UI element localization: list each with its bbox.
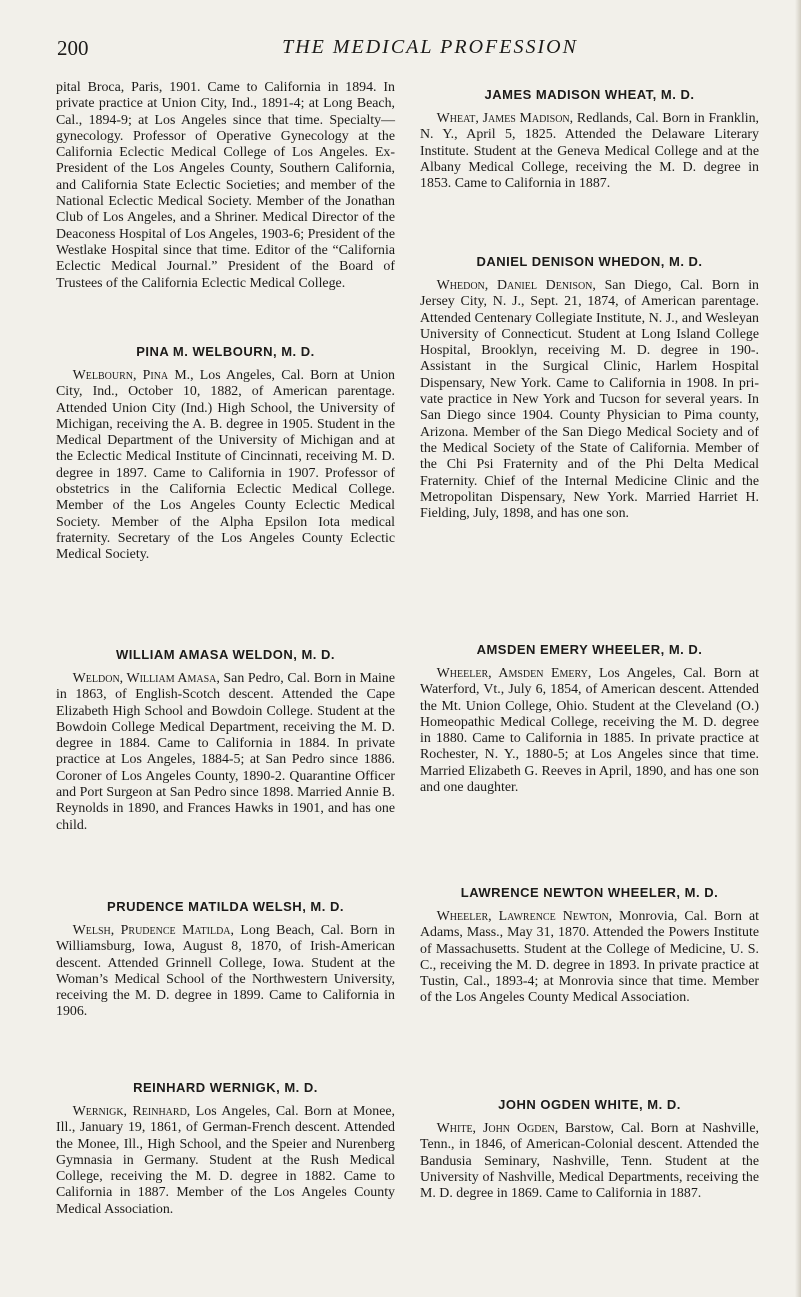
entry-text [420,1121,759,1202]
running-title: THE MEDICAL PROFESSION [282,36,578,58]
entry-lead: Welbourn, Pina M., [72,368,194,383]
entry-welbourn [56,344,395,564]
entry-heading: REINHARD WERNIGK, M. D. [133,1080,318,1095]
entry-lead: Welsh, Prudence Matilda, [72,923,234,938]
entry-text [420,909,759,1007]
entry-heading: AMSDEN EMERY WHEELER, M. D. [476,642,703,657]
continued-entry [56,80,395,292]
entry-welsh [56,899,395,1021]
page-number: 200 [57,36,89,60]
entry-heading: DANIEL DENISON WHEDON, M. D. [476,254,703,269]
entry-lead: Wheeler, Lawrence Newton, [436,909,613,924]
entry-lead: White, John Ogden, [436,1121,559,1136]
entry-lead: Weldon, William Amasa, [72,671,220,686]
entry-heading: LAWRENCE NEWTON WHEELER, M. D. [460,885,719,900]
entry-body: Barstow, Cal. Born at Nashville, Tenn., in 1846, of American-Colonial descent. Attended the Bandusia Seminary, Nashville, Tenn. Student at the University of Nashville, Medical Departments, receiving the M. D. degree in 1869. Came to California in 1887. [420,1121,759,1202]
entry-text [56,368,395,564]
entry-heading: JOHN OGDEN WHITE, M. D. [498,1097,681,1112]
entry-heading: WILLIAM AMASA WELDON, M. D. [115,647,336,662]
entry-wheeler-amsden [420,642,759,796]
entry-weldon [56,647,395,834]
entry-lead: Wernigk, Reinhard, [72,1104,191,1119]
entry-body: Monrovia, Cal. Born at Adams, Mass., May 31, 1870. Attended the Powers Institute of Massachusetts. Student at the College of Medicine, U. S. C., receiving the M. D. degree in 1893. In private practice at Tustin, Cal., 1893-4; at Monrovia since that time. Member of the Los Angeles County Medical Association. [420,909,759,1006]
entry-white [420,1097,759,1202]
entry-text [420,666,759,796]
entry-body: San Diego, Cal. Born in Jersey City, N. J., Sept. 21, 1874, of American parentage. Attended Centenary Collegiate Institute, N. J., and Wesleyan University of Connecticut. Student at Long Island College Hospital, Brooklyn, receiving M. D. degree in 190-. Assistant in the Surgical Clinic, Harlem Hospital Dispensary, New York. Came to California in 1908. In private practice in New York and Tucson for several years. In San Diego since 1904. County Physician to Pima county, Arizona. Member of the San Diego Medical Society and of the Medical Society of the State of California. Member of the Chi Psi Fraternity and of the Phi Delta Medical Fraternity. Chief of the Internal Medicine Clinic and the Metropolitan Dispensary, New York. Married Harriet H. Fielding, July, 1898, and has one son. [420,278,759,522]
entry-wheeler-lawrence [420,885,759,1007]
entry-text [420,278,759,522]
entry-text [420,111,759,192]
entry-lead: Whedon, Daniel Denison, [436,278,596,293]
entry-body: Los Angeles, Cal. Born at Waterford, Vt., July 6, 1854, of American descent. Attended the Mt. Union College, Ohio. Student at the Cleveland (O.) Homeopathic Medical College, receiving the M. D. degree in 1880. Came to California in 1885. In private practice at Rochester, N. Y., 1880-5; at Los Angeles since that time. Married Elizabeth G. Reeves in April, 1890, and has one son and one daughter. [420,666,759,796]
page-edge-shadow [795,0,801,1297]
entry-heading: PINA M. WELBOURN, M. D. [136,344,315,359]
entry-body: San Pedro, Cal. Born in Maine in 1863, of English-Scotch descent. Attended the Cape Elizabeth High School and Bowdoin College. Student at the Bowdoin College Medical Department, receiving the M. D. degree in 1884. Came to California in 1884. In private practice at Los Angeles, 1884-5; at San Pedro since 1886. Coroner of Los Angeles County, 1890-2. Quarantine Officer and Port Surgeon at San Pedro since 1898. Married Annie B. Reynolds in 1890, and Frances Hawks in 1901, and has one child. [56,671,395,833]
entry-heading: PRUDENCE MATILDA WELSH, M. D. [107,899,344,914]
entry-text: pital Broca, Paris, 1901. Came to California in 1894. In private practice at Union City, Ind., 1891-4; at Long Beach, Cal., 1894-9; at Los Angeles since that time. Specialty—gynecology. Professor of Operative Gynecology at the California Eclectic Medical College of Los Angeles. Ex-President of the Los Angeles County, Southern California, and California State Eclectic Societies; and member of the National Eclectic Medical Society. Member of the Jonathan Club of Los Angeles, and a Shriner. Medical Director of the Deaconess Hospital of Los Angeles, 1903-6; President of the Westlake Hospital since that time. Editor of the “California Eclectic Medical Journal.” President of the Board of Trustees of the California Eclectic Medical College. [56,80,395,291]
entry-wheat [420,87,759,192]
entry-body: Redlands, Cal. Born in Franklin, N. Y., April 5, 1825. Attended the Delaware Literary Institute. Student at the Geneva Medical College and at the Albany Medical College, receiving the M. D. degree in 1853. Came to California in 1887. [420,111,759,192]
entry-lead: Wheeler, Amsden Emery, [436,666,592,681]
entry-wernigk [56,1080,395,1218]
entry-body: Los Angeles, Cal. Born at Monee, Ill., January 19, 1861, of German-French descent. Attended the Monee, Ill., High School, and the Speier and Nurenberg Gymnasia in Germany. Student at the Rush Medical College, receiving the M. D. degree in 1882. Came to California in 1887. Member of the Los Angeles County Medical Association. [56,1104,396,1217]
entry-text [56,671,395,834]
entry-heading: JAMES MADISON WHEAT, M. D. [484,87,695,102]
entry-lead: Wheat, James Madison, [436,111,574,126]
entry-body: Long Beach, Cal. Born in Williamsburg, Iowa, August 8, 1870, of Irish-American descent. Attended Grinnell College, Iowa. Student at the Woman’s Medical School of the Northwestern University, receiving the M. D. degree in 1899. Came to California in 1906. [56,923,395,1020]
entry-whedon [420,254,759,522]
entry-text [56,1104,395,1218]
entry-body: Los Angeles, Cal. Born at Union City, Ind., October 10, 1882, of American parentage. Attended Union City (Ind.) High School, the University of Michigan, receiving the A. B. degree in 1905. Student in the Medical Department of the University of Michigan and at the Eclectic Medical Institute of Cincinnati, receiving M. D. degree in 1897. Came to California in 1907. Professor of obstetrics in the California Eclectic Medical College. Member of the Los Angeles County Eclectic Medical Society. Member of the Alpha Epsilon Iota medical fraternity. Secretary of the Los Angeles County Eclectic Medical Society. [56,368,395,563]
entry-text [56,923,395,1021]
